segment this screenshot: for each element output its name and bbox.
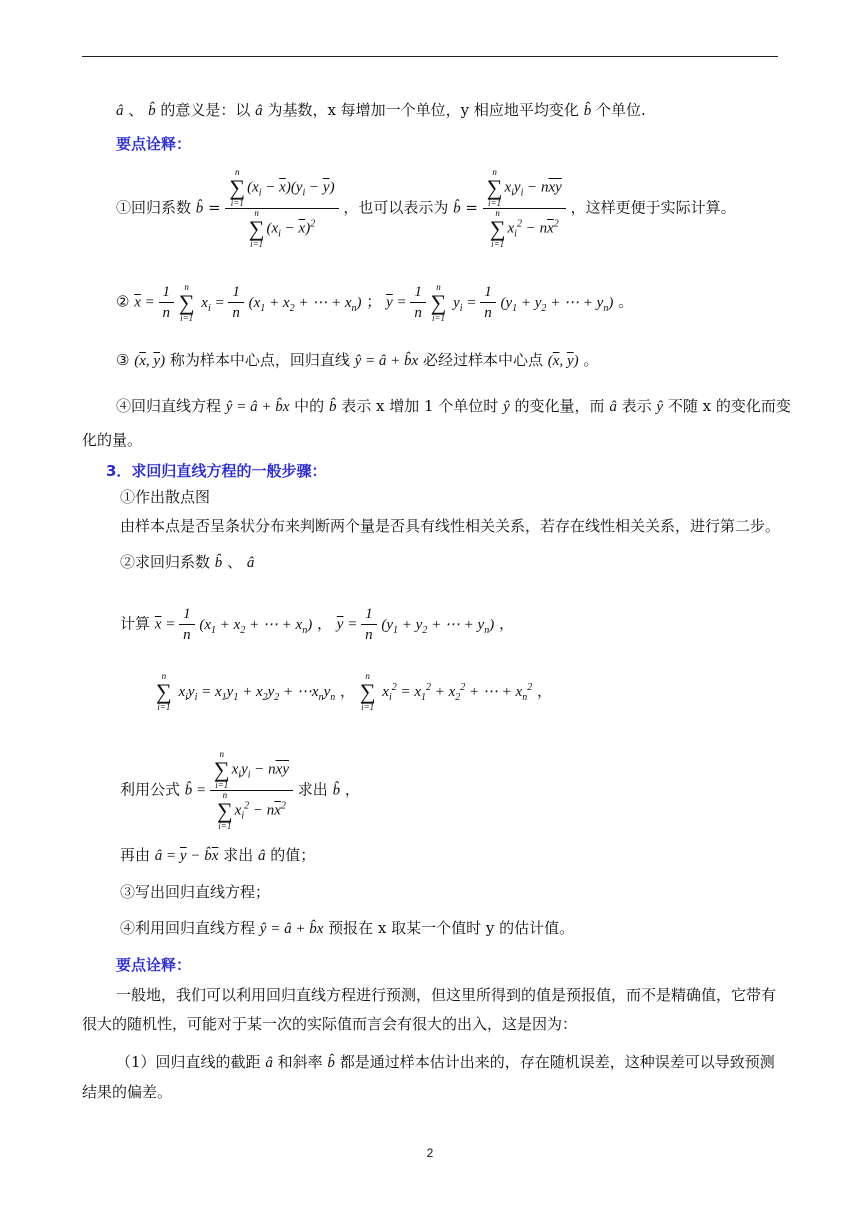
text: 称为样本中心点，回归直线 — [169, 351, 350, 369]
item-2: ② $\overline{x}$ = $\frac{1}{n}$ n ∑ i=1 $x_i$ = $\frac{1}{n}$ ($x_1 + x_2$ + ⋯ + $x_n$) ； $\overline{y}$ = $\frac{1}{n}$ n ∑ i=1 $y_i$ = $\frac{1}{n}$ ($y_1 + y_2$ + ⋯ + $y_n$) 。 — [116, 281, 634, 323]
text: 和斜率 — [277, 1053, 323, 1071]
item-3: ③ ($\overline{x}$, $\overline{y}$) 称为样本中心点，回归直线 ŷ = â + b̂x 必经过样本中心点 ($\overline{x}$, $\overline{y}$) 。 — [116, 351, 599, 369]
text: 的变化量，而 — [514, 397, 605, 415]
text: ， — [536, 682, 552, 700]
separator: ； — [366, 292, 382, 311]
text: 。 — [583, 351, 599, 369]
step-1-description: 由样本点是否呈条状分布来判断两个量是否具有线性相关关系，若存在线性相关关系，进行第二步。 — [120, 517, 781, 535]
formula-b-hat-3: n ∑ i=1 $x_iy_i - n\overline{x}\overline{y}$ n ∑ i=1 $x_i^2 - n\overline{x}^2$ — [210, 750, 293, 831]
text: ，这样更便于实际计算。 — [570, 198, 736, 217]
symbol-a-hat: â — [116, 103, 124, 119]
text: 中的 — [294, 397, 325, 415]
text: 为基数，x 每增加一个单位，y 相应地平均变化 — [267, 101, 579, 119]
step-2: ②求回归系数 b̂ 、 â — [120, 553, 255, 571]
symbol-b-hat: b̂ — [148, 103, 156, 119]
step-3: ③写出回归直线方程； — [120, 883, 271, 901]
text: 个单位. — [595, 101, 646, 119]
calculate-sums: n ∑ i=1 $x_iy_i = x_1y_1 + x_2y_2$ + $\cdots x_ny_n$ ， n ∑ i=1 $x_i^2 = x_1^2 + x_2^2$ + ⋯ + $x_n^2$ ， — [156, 671, 552, 712]
text: 计算 — [120, 614, 151, 633]
item-1: ①回归系数 b̂ = n ∑ i=1 $(x_i - \overline{x})(y_i - \overline{y})$ n ∑ i=1 $(x_i - \overline{x})^2$ ，也可以表示为 b̂ = n ∑ i=1 $x_iy_i - n\overline{x}\overline{y}$ n ∑ i=1 $x_i^2 - n\overline{x}^2$ ，这样更便于实际计算。 — [116, 167, 736, 249]
text: 的意义是：以 — [160, 101, 251, 119]
page-number: 2 — [426, 1146, 434, 1160]
text: 预报在 x 取某一个值时 y 的估计值。 — [328, 919, 575, 937]
paragraph-1-continued: 很大的随机性，可能对于某一次的实际值而言会有很大的出入，这是因为： — [82, 1015, 578, 1033]
text: ， — [499, 614, 515, 633]
text: ④回归直线方程 — [116, 397, 222, 415]
text: 。 — [618, 292, 634, 311]
text: ②求回归系数 — [120, 553, 211, 571]
text: 必经过样本中心点 — [423, 351, 544, 369]
text: 表示 x 增加 1 个单位时 — [341, 397, 499, 415]
paragraph-1: 一般地，我们可以利用回归直线方程进行预测，但这里所得到的值是预报值，而不是精确值，它带有 — [116, 986, 777, 1004]
text: 的值； — [270, 846, 316, 864]
paragraph-2-continued: 结果的偏差。 — [82, 1083, 173, 1101]
separator: ， — [340, 682, 356, 700]
calculate-means: 计算 $\overline{x}$ = $\frac{1}{n}$ ($x_1 + x_2$ + ⋯ + $x_n$) ， $\overline{y}$ = $\frac{1}{n}$ ($y_1 + y_2$ + ⋯ + $y_n$) ， — [120, 606, 515, 643]
section-3-heading: 3．求回归直线方程的一般步骤： — [106, 462, 327, 480]
item-4: ④回归直线方程 ŷ = â + b̂x 中的 b̂ 表示 x 增加 1 个单位时 ŷ 的变化量，而 â 表示 ŷ 不随 x 的变化而变 — [116, 397, 791, 415]
text: 利用公式 — [120, 780, 181, 799]
formula-b-hat-2: n ∑ i=1 $x_iy_i - n\overline{x}\overline{y}$ n ∑ i=1 $x_i^2 - n\overline{x}^2$ — [483, 168, 566, 249]
separator: 、 — [128, 101, 144, 119]
item-4-continued: 化的量。 — [82, 431, 143, 449]
text: ， — [344, 780, 360, 799]
text: 再由 — [120, 846, 151, 864]
paragraph-2: （1）回归直线的截距 â 和斜率 b̂ 都是通过样本估计出来的，存在随机误差，这种误差可以导致预测 — [116, 1053, 775, 1071]
header-rule — [82, 56, 778, 57]
again-line: 再由 â = $\overline{y}$ − $b̂\overline{x}$ 求出 â 的值； — [120, 846, 316, 864]
key-points-heading-2: 要点诠释： — [116, 956, 192, 974]
text: （1）回归直线的截距 — [116, 1053, 261, 1071]
text: 都是通过样本估计出来的，存在随机误差，这种误差可以导致预测 — [339, 1053, 775, 1071]
key-points-heading-1: 要点诠释： — [116, 135, 192, 153]
text: 不随 x 的变化而变 — [667, 397, 791, 415]
separator: 、 — [227, 553, 243, 571]
text: 求出 — [297, 780, 328, 799]
text: 表示 — [621, 397, 652, 415]
text: ④利用回归直线方程 — [120, 919, 256, 937]
separator: ， — [317, 614, 333, 633]
text: ③ — [116, 351, 130, 369]
step-4: ④利用回归直线方程 ŷ = â + b̂x 预报在 x 取某一个值时 y 的估计值。 — [120, 919, 575, 937]
text: ，也可以表示为 — [343, 198, 449, 217]
text: ①回归系数 — [116, 198, 192, 217]
formula-line: 利用公式 b̂ = n ∑ i=1 $x_iy_i - n\overline{x}\overline{y}$ n ∑ i=1 $x_i^2 - n\overline{x}^2$ 求出 b̂ ， — [120, 749, 360, 831]
meaning-line: â 、 b̂ 的意义是：以 â 为基数，x 每增加一个单位，y 相应地平均变化 b̂ 个单位. — [116, 101, 646, 119]
step-1: ①作出散点图 — [120, 488, 211, 506]
text: 求出 — [223, 846, 254, 864]
formula-b-hat-1: n ∑ i=1 $(x_i - \overline{x})(y_i - \overline{y})$ n ∑ i=1 $(x_i - \overline{x})^2$ — [225, 168, 338, 249]
